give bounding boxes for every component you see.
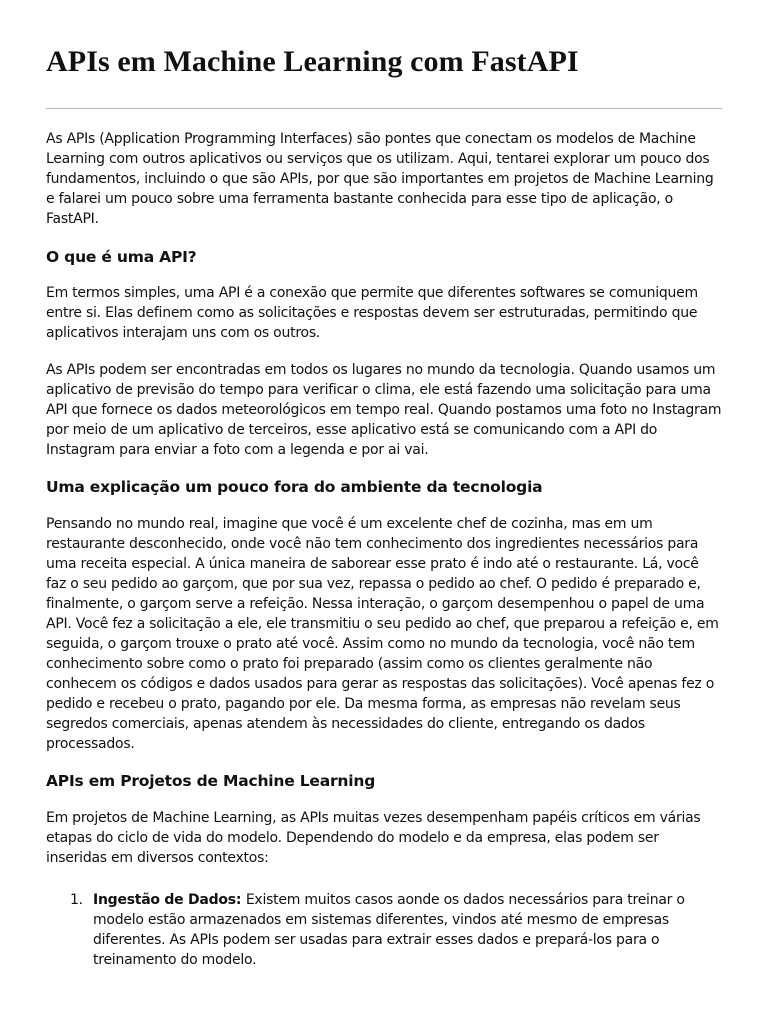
- heading-explanation: Uma explicação um pouco fora do ambiente da tecnologia: [46, 478, 543, 496]
- list-item: [46, 890, 722, 970]
- list-item-number: 1.: [70, 892, 83, 908]
- ml-projects-paragraph: Em projetos de Machine Learning, as APIs muitas vezes desempenham papéis críticos em várias etapas do ciclo de vida do modelo. Dependendo do modelo e da empresa, elas podem ser inseridas em diversos contextos:: [46, 810, 701, 866]
- list-item-text: Existem muitos casos aonde os dados necessários para treinar o modelo estão armazenados em sistemas diferentes, vindos até mesmo de empresas diferentes. As APIs podem ser usadas para extrair esses dados e prepará-los para o treinamento do modelo.: [93, 892, 685, 968]
- what-is-api-paragraph-1: Em termos simples, uma API é a conexão que permite que diferentes softwares se comuniquem entre si. Elas definem como as solicitações e respostas devem ser estruturadas, permitindo que aplicativos interajam uns com os outros.: [46, 285, 698, 341]
- heading-ml-projects: APIs em Projetos de Machine Learning: [46, 772, 376, 790]
- explanation-paragraph: Pensando no mundo real, imagine que você é um excelente chef de cozinha, mas em um restaurante desconhecido, onde você não tem conhecimento dos ingredientes necessários para uma receita especial. A única maneira de saborear esse prato é indo até o restaurante. Lá, você faz o seu pedido ao garçom, que por sua vez, repassa o pedido ao chef. O pedido é preparado e, finalmente, o garçom serve a refeição. Nessa interação, o garçom desempenhou o papel de uma API. Você fez a solicitação a ele, ele transmitiu o seu pedido ao chef, que preparou a refeição e, em seguida, o garçom trouxe o prato até você. Assim como no mundo da tecnologia, você não tem conhecimento sobre como o prato foi preparado (assim como os clientes geralmente não conhecem os códigos e dados usados para gerar as respostas das solicitações). Você apenas fez o pedido e recebeu o prato, pagando por ele. Da mesma forma, as empresas não revelam seus segredos comerciais, apenas atendem às necessidades do cliente, entregando os dados processados.: [46, 516, 719, 752]
- title-divider: [46, 108, 722, 109]
- heading-what-is-api: O que é uma API?: [46, 248, 197, 266]
- list-item-term: Ingestão de Dados:: [93, 892, 246, 908]
- ml-contexts-list: [46, 890, 722, 970]
- what-is-api-paragraph-2: As APIs podem ser encontradas em todos os lugares no mundo da tecnologia. Quando usamos um aplicativo de previsão do tempo para verificar o clima, ele está fazendo uma solicitação para uma API que fornece os dados meteorológicos em tempo real. Quando postamos uma foto no Instagram por meio de um aplicativo de terceiros, esse aplicativo está se comunicando com a API do Instagram para enviar a foto com a legenda e por ai vai.: [46, 362, 722, 458]
- page-title: APIs em Machine Learning com FastAPI: [46, 45, 579, 78]
- intro-paragraph: As APIs (Application Programming Interfaces) são pontes que conectam os modelos de Machine Learning com outros aplicativos ou serviços que os utilizam. Aqui, tentarei explorar um pouco dos fundamentos, incluindo o que são APIs, por que são importantes em projetos de Machine Learning e falarei um pouco sobre uma ferramenta bastante conhecida para esse tipo de aplicação, o FastAPI.: [46, 131, 714, 227]
